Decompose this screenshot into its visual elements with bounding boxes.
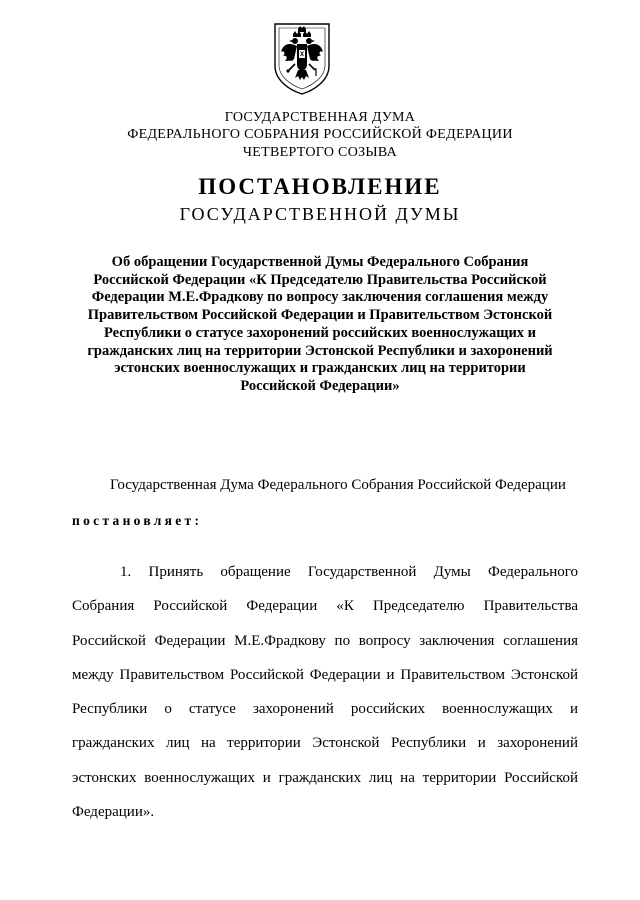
document-subtitle: ГОСУДАРСТВЕННОЙ ДУМЫ [179, 204, 461, 224]
subject-line: эстонских военнослужащих и гражданских лиц на территории [114, 360, 526, 377]
document-title: ПОСТАНОВЛЕНИЕ [198, 174, 442, 199]
subject-line: Правительством Российской Федерации и Правительством Эстонской [87, 307, 553, 324]
subject-line: гражданских лиц на территории Эстонской Республики и захоронений [87, 342, 553, 359]
resolution-subject [72, 254, 568, 396]
preamble-text: Государственная Дума Федерального Собрания Российской Федерации [110, 477, 566, 493]
paragraph-line: гражданских лиц на территории Эстонской Республики и захоронений [72, 735, 578, 752]
header-line-duma: ГОСУДАРСТВЕННАЯ ДУМА [224, 110, 416, 125]
russian-coat-of-arms-icon [271, 20, 333, 96]
subject-line: Федерации М.Е.Фрадкову по вопросу заключения соглашения между [91, 289, 549, 306]
subject-line: Республики о статусе захоронений российских военнослужащих и [103, 324, 537, 341]
paragraph-line: между Правительством Российской Федерации и Правительством Эстонской [72, 666, 578, 683]
subject-line: Российской Федерации «К Председателю Правительства Российской [93, 271, 547, 288]
subject-line: Об обращении Государственной Думы Федерального Собрания [111, 254, 529, 270]
header-line-convocation: ЧЕТВЕРТОГО СОЗЫВА [242, 145, 398, 160]
subject-line: Российской Федерации» [240, 377, 400, 394]
paragraph-line: Российской Федерации М.Е.Фрадкову по вопросу заключения соглашения [72, 632, 578, 649]
paragraph-line: эстонских военнослужащих и гражданских лиц на территории Российской [72, 769, 578, 786]
paragraph-line: Федерации». [72, 804, 155, 821]
resolves-label: постановляет: [72, 513, 203, 528]
paragraph-line: Собрания Российской Федерации «К Председателю Правительства [72, 598, 578, 615]
paragraph-line: Республики о статусе захоронений российских военнослужащих и [72, 701, 578, 718]
paragraph-line: 1. Принять обращение Государственной Думы Федерального [120, 564, 578, 580]
header-line-assembly: ФЕДЕРАЛЬНОГО СОБРАНИЯ РОССИЙСКОЙ ФЕДЕРАЦИИ [127, 127, 513, 142]
paragraph-1 [72, 555, 578, 829]
